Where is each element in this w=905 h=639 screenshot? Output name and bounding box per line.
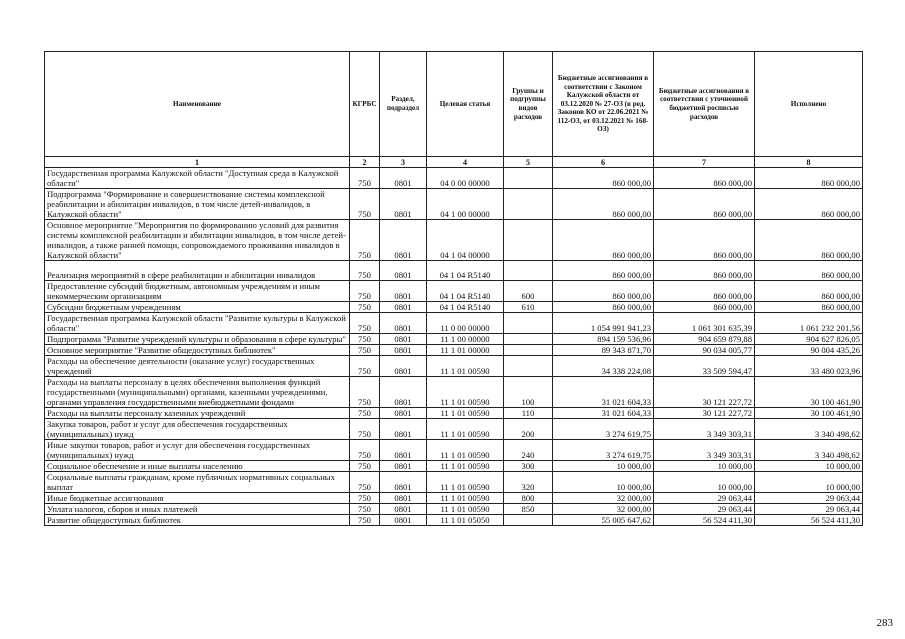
column-number: 8 [755, 157, 863, 168]
row-section: 0801 [380, 168, 427, 189]
row-kgrbs: 750 [350, 334, 380, 345]
column-number: 1 [45, 157, 350, 168]
row-section: 0801 [380, 334, 427, 345]
row-group [504, 261, 553, 281]
header-executed: Исполнено [755, 52, 863, 157]
column-number: 4 [427, 157, 504, 168]
header-row [45, 52, 863, 157]
row-section: 0801 [380, 408, 427, 419]
row-refined-amount: 30 121 227,72 [654, 377, 755, 408]
row-group [504, 345, 553, 356]
row-law-amount: 860 000,00 [553, 302, 654, 313]
row-executed-amount: 860 000,00 [755, 302, 863, 313]
row-target: 11 1 01 05050 [427, 515, 504, 526]
table-row [45, 313, 863, 334]
row-section: 0801 [380, 302, 427, 313]
row-refined-amount: 860 000,00 [654, 220, 755, 261]
table-row [45, 515, 863, 526]
row-target: 11 1 01 00590 [427, 377, 504, 408]
row-group: 320 [504, 472, 553, 493]
row-group: 200 [504, 419, 553, 440]
row-executed-amount: 30 100 461,90 [755, 377, 863, 408]
column-number: 3 [380, 157, 427, 168]
header-groups: Группы и подгруппы видов расходов [504, 52, 553, 157]
row-executed-amount: 860 000,00 [755, 168, 863, 189]
row-law-amount: 3 274 619,75 [553, 419, 654, 440]
row-section: 0801 [380, 461, 427, 472]
row-target: 11 1 01 00590 [427, 356, 504, 377]
row-section: 0801 [380, 261, 427, 281]
row-group: 100 [504, 377, 553, 408]
row-executed-amount: 3 340 498,62 [755, 440, 863, 461]
row-group [504, 515, 553, 526]
row-executed-amount: 30 100 461,90 [755, 408, 863, 419]
row-section: 0801 [380, 220, 427, 261]
row-refined-amount: 3 349 303,31 [654, 440, 755, 461]
row-group [504, 313, 553, 334]
row-section: 0801 [380, 189, 427, 220]
row-kgrbs: 750 [350, 504, 380, 515]
table-row [45, 461, 863, 472]
row-kgrbs: 750 [350, 515, 380, 526]
row-refined-amount: 3 349 303,31 [654, 419, 755, 440]
row-group [504, 356, 553, 377]
row-group: 610 [504, 302, 553, 313]
row-group: 110 [504, 408, 553, 419]
row-target: 04 1 04 R5140 [427, 261, 504, 281]
row-kgrbs: 750 [350, 461, 380, 472]
row-executed-amount: 860 000,00 [755, 220, 863, 261]
row-law-amount: 1 054 991 941,23 [553, 313, 654, 334]
row-name: Иные бюджетные ассигнования [45, 493, 350, 504]
column-number: 6 [553, 157, 654, 168]
row-section: 0801 [380, 356, 427, 377]
table-row [45, 281, 863, 302]
column-number: 7 [654, 157, 755, 168]
table-row [45, 345, 863, 356]
row-kgrbs: 750 [350, 168, 380, 189]
table-row [45, 168, 863, 189]
row-refined-amount: 90 034 005,77 [654, 345, 755, 356]
row-refined-amount: 860 000,00 [654, 281, 755, 302]
row-target: 11 1 01 00590 [427, 493, 504, 504]
row-executed-amount: 1 061 232 201,56 [755, 313, 863, 334]
row-name: Социальные выплаты гражданам, кроме публичных нормативных социальных выплат [45, 472, 350, 493]
row-law-amount: 32 000,00 [553, 493, 654, 504]
table-row [45, 472, 863, 493]
row-group: 300 [504, 461, 553, 472]
table-row [45, 504, 863, 515]
row-kgrbs: 750 [350, 220, 380, 261]
row-section: 0801 [380, 472, 427, 493]
row-target: 04 1 04 R5140 [427, 302, 504, 313]
row-kgrbs: 750 [350, 345, 380, 356]
row-name: Иные закупки товаров, работ и услуг для обеспечения государственных (муниципальных) нужд [45, 440, 350, 461]
table-row [45, 302, 863, 313]
row-target: 11 1 01 00590 [427, 472, 504, 493]
row-group: 600 [504, 281, 553, 302]
row-target: 04 1 04 R5140 [427, 281, 504, 302]
row-name: Развитие общедоступных библиотек [45, 515, 350, 526]
row-group: 850 [504, 504, 553, 515]
row-law-amount: 860 000,00 [553, 189, 654, 220]
row-law-amount: 860 000,00 [553, 261, 654, 281]
table-row [45, 493, 863, 504]
row-refined-amount: 10 000,00 [654, 472, 755, 493]
row-executed-amount: 904 627 826,05 [755, 334, 863, 345]
column-number-row [45, 157, 863, 168]
row-target: 11 1 01 00000 [427, 345, 504, 356]
row-target: 04 0 00 00000 [427, 168, 504, 189]
row-section: 0801 [380, 281, 427, 302]
row-name: Государственная программа Калужской области "Доступная среда в Калужской области" [45, 168, 350, 189]
row-refined-amount: 860 000,00 [654, 261, 755, 281]
row-refined-amount: 30 121 227,72 [654, 408, 755, 419]
table-row [45, 261, 863, 281]
row-refined-amount: 29 063,44 [654, 493, 755, 504]
row-name: Предоставление субсидий бюджетным, автономным учреждениям и иным некоммерческим организациям [45, 281, 350, 302]
row-executed-amount: 10 000,00 [755, 472, 863, 493]
row-refined-amount: 1 061 301 635,39 [654, 313, 755, 334]
row-target: 11 1 01 00590 [427, 504, 504, 515]
row-section: 0801 [380, 377, 427, 408]
row-name: Подпрограмма "Развитие учреждений культуры и образования в сфере культуры" [45, 334, 350, 345]
row-executed-amount: 860 000,00 [755, 261, 863, 281]
row-group [504, 168, 553, 189]
row-refined-amount: 29 063,44 [654, 504, 755, 515]
row-kgrbs: 750 [350, 440, 380, 461]
row-name: Подпрограмма "Формирование и совершенствование системы комплексной реабилитации и абилитации инвалидов, в том числе детей-инвалидов, в Калужской области" [45, 189, 350, 220]
header-section: Раздел, подраздел [380, 52, 427, 157]
row-executed-amount: 860 000,00 [755, 189, 863, 220]
row-name: Государственная программа Калужской области "Развитие культуры в Калужской области" [45, 313, 350, 334]
row-kgrbs: 750 [350, 189, 380, 220]
table-row [45, 356, 863, 377]
row-name: Расходы на выплаты персоналу казенных учреждений [45, 408, 350, 419]
header-kgrbs: КГРБС [350, 52, 380, 157]
row-refined-amount: 33 509 594,47 [654, 356, 755, 377]
table-row [45, 440, 863, 461]
row-target: 11 1 01 00590 [427, 461, 504, 472]
row-law-amount: 31 021 604,33 [553, 377, 654, 408]
row-executed-amount: 33 480 023,96 [755, 356, 863, 377]
row-kgrbs: 750 [350, 408, 380, 419]
row-refined-amount: 10 000,00 [654, 461, 755, 472]
row-group: 240 [504, 440, 553, 461]
row-executed-amount: 29 063,44 [755, 493, 863, 504]
row-executed-amount: 29 063,44 [755, 504, 863, 515]
row-target: 04 1 00 00000 [427, 189, 504, 220]
row-name: Уплата налогов, сборов и иных платежей [45, 504, 350, 515]
row-law-amount: 10 000,00 [553, 461, 654, 472]
row-kgrbs: 750 [350, 281, 380, 302]
row-section: 0801 [380, 515, 427, 526]
budget-table [44, 51, 863, 526]
row-name: Социальное обеспечение и иные выплаты населению [45, 461, 350, 472]
header-target: Целевая статья [427, 52, 504, 157]
row-kgrbs: 750 [350, 493, 380, 504]
row-target: 11 0 00 00000 [427, 313, 504, 334]
row-law-amount: 32 000,00 [553, 504, 654, 515]
row-name: Субсидии бюджетным учреждениям [45, 302, 350, 313]
row-law-amount: 860 000,00 [553, 220, 654, 261]
row-target: 11 1 01 00590 [427, 419, 504, 440]
row-name: Основное мероприятие "Развитие общедоступных библиотек" [45, 345, 350, 356]
table-row [45, 408, 863, 419]
row-executed-amount: 860 000,00 [755, 281, 863, 302]
row-section: 0801 [380, 313, 427, 334]
page-number: 283 [876, 617, 893, 629]
table-row [45, 189, 863, 220]
row-kgrbs: 750 [350, 377, 380, 408]
row-law-amount: 3 274 619,75 [553, 440, 654, 461]
row-name: Расходы на выплаты персоналу в целях обеспечения выполнения функций государственными (муниципальными) органами, казенными учреждениями, органами управления государственными внебюджетными фондами [45, 377, 350, 408]
column-number: 2 [350, 157, 380, 168]
header-refined-allocations: Бюджетные ассигнования в соответствии с уточненной бюджетной росписью расходов [654, 52, 755, 157]
row-refined-amount: 860 000,00 [654, 302, 755, 313]
row-name: Закупка товаров, работ и услуг для обеспечения государственных (муниципальных) нужд [45, 419, 350, 440]
row-refined-amount: 860 000,00 [654, 189, 755, 220]
row-section: 0801 [380, 419, 427, 440]
row-refined-amount: 904 659 879,88 [654, 334, 755, 345]
row-law-amount: 89 343 871,70 [553, 345, 654, 356]
row-executed-amount: 3 340 498,62 [755, 419, 863, 440]
header-name: Наименование [45, 52, 350, 157]
row-kgrbs: 750 [350, 472, 380, 493]
row-section: 0801 [380, 504, 427, 515]
row-kgrbs: 750 [350, 419, 380, 440]
table-row [45, 220, 863, 261]
table-row [45, 334, 863, 345]
row-executed-amount: 90 004 435,26 [755, 345, 863, 356]
row-law-amount: 31 021 604,33 [553, 408, 654, 419]
row-law-amount: 34 338 224,08 [553, 356, 654, 377]
row-section: 0801 [380, 345, 427, 356]
row-kgrbs: 750 [350, 356, 380, 377]
row-law-amount: 860 000,00 [553, 281, 654, 302]
row-group: 800 [504, 493, 553, 504]
row-kgrbs: 750 [350, 302, 380, 313]
row-name: Расходы на обеспечение деятельности (оказание услуг) государственных учреждений [45, 356, 350, 377]
column-number: 5 [504, 157, 553, 168]
row-law-amount: 55 005 647,62 [553, 515, 654, 526]
row-executed-amount: 10 000,00 [755, 461, 863, 472]
row-section: 0801 [380, 493, 427, 504]
header-law-allocations: Бюджетные ассигнования в соответствии с Законом Калужской области от 03.12.2020 № 27-ОЗ (в ред. Законов КО от 22.06.2021 № 112-ОЗ, от 03.12.2021 № 168-ОЗ) [553, 52, 654, 157]
table-row [45, 419, 863, 440]
row-group [504, 220, 553, 261]
row-target: 11 1 00 00000 [427, 334, 504, 345]
row-name: Реализация мероприятий в сфере реабилитации и абилитации инвалидов [45, 261, 350, 281]
row-group [504, 189, 553, 220]
row-law-amount: 894 159 536,96 [553, 334, 654, 345]
row-target: 11 1 01 00590 [427, 440, 504, 461]
row-target: 11 1 01 00590 [427, 408, 504, 419]
row-name: Основное мероприятие "Мероприятия по формированию условий для развития системы комплексной реабилитации и абилитации инвалидов, в том числе детей-инвалидов, а также ранней помощи, сопровождаемого проживания инвалидов в Калужской области" [45, 220, 350, 261]
row-law-amount: 860 000,00 [553, 168, 654, 189]
row-refined-amount: 56 524 411,30 [654, 515, 755, 526]
row-refined-amount: 860 000,00 [654, 168, 755, 189]
row-target: 04 1 04 00000 [427, 220, 504, 261]
row-group [504, 334, 553, 345]
row-section: 0801 [380, 440, 427, 461]
row-kgrbs: 750 [350, 313, 380, 334]
row-law-amount: 10 000,00 [553, 472, 654, 493]
row-kgrbs: 750 [350, 261, 380, 281]
table-row [45, 377, 863, 408]
row-executed-amount: 56 524 411,30 [755, 515, 863, 526]
